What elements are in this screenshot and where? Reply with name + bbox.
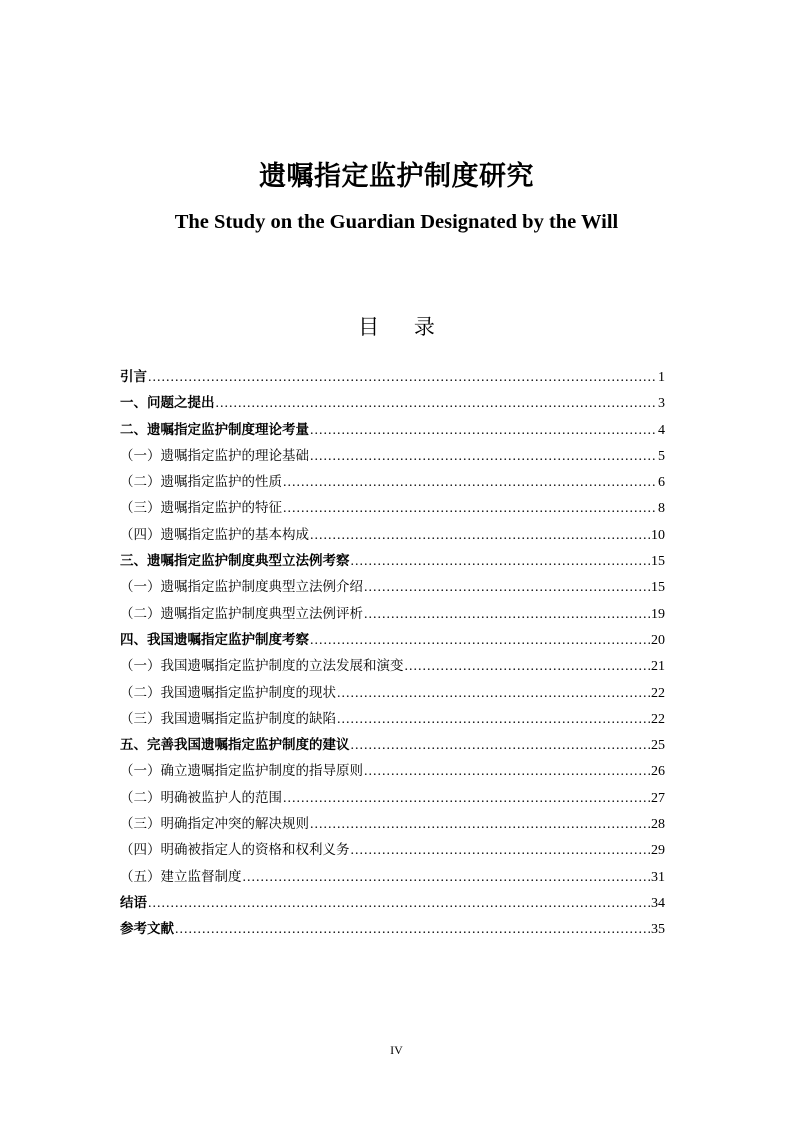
page-number: IV (390, 1043, 403, 1057)
toc-entry-page: 29 (651, 843, 665, 859)
toc-entry[interactable] (120, 760, 665, 786)
toc-dot-leader (175, 919, 650, 941)
toc-entry-page: 35 (651, 922, 665, 938)
toc-dot-leader (283, 472, 657, 494)
table-of-contents (120, 366, 665, 945)
toc-entry[interactable] (120, 918, 665, 944)
toc-dot-leader (364, 577, 650, 599)
toc-entry-label: （二）遗嘱指定监护制度典型立法例评析 (120, 605, 363, 622)
toc-entry-label: （二）明确被监护人的范围 (120, 789, 282, 806)
toc-entry-page: 15 (651, 554, 665, 570)
toc-entry[interactable] (120, 419, 665, 445)
toc-entry-label: （一）遗嘱指定监护的理论基础 (120, 447, 309, 464)
toc-entry[interactable] (120, 603, 665, 629)
toc-entry[interactable] (120, 813, 665, 839)
toc-dot-leader (337, 683, 650, 705)
toc-entry-label: （四）明确被指定人的资格和权利义务 (120, 842, 350, 859)
toc-entry-page: 10 (651, 527, 665, 543)
toc-entry-label: 参考文献 (120, 921, 174, 938)
toc-entry-page: 22 (651, 711, 665, 727)
toc-entry-label: （四）遗嘱指定监护的基本构成 (120, 526, 309, 543)
toc-entry[interactable] (120, 708, 665, 734)
toc-entry-label: （三）明确指定冲突的解决规则 (120, 816, 309, 833)
toc-entry-label: （一）遗嘱指定监护制度典型立法例介绍 (120, 579, 363, 596)
toc-entry[interactable] (120, 471, 665, 497)
toc-dot-leader (216, 393, 658, 415)
toc-dot-leader (351, 551, 651, 573)
toc-dot-leader (364, 604, 650, 626)
toc-entry-label: 一、问题之提出 (120, 395, 215, 412)
toc-entry-page: 25 (651, 738, 665, 754)
toc-entry[interactable] (120, 550, 665, 576)
toc-dot-leader (310, 630, 650, 652)
toc-dot-leader (310, 525, 650, 547)
toc-entry[interactable] (120, 866, 665, 892)
toc-entry-page: 3 (658, 396, 665, 412)
toc-dot-leader (243, 867, 651, 889)
toc-dot-leader (337, 709, 650, 731)
toc-entry-label: （一）确立遗嘱指定监护制度的指导原则 (120, 763, 363, 780)
toc-dot-leader (405, 656, 651, 678)
toc-entry-page: 15 (651, 580, 665, 596)
toc-entry-label: （一）我国遗嘱指定监护制度的立法发展和演变 (120, 658, 404, 675)
document-title: 遗嘱指定监护制度研究 (259, 161, 534, 193)
toc-entry-page: 22 (651, 685, 665, 701)
toc-dot-leader (310, 446, 657, 468)
toc-entry-page: 8 (658, 501, 665, 517)
toc-entry[interactable] (120, 655, 665, 681)
toc-entry[interactable] (120, 524, 665, 550)
toc-entry[interactable] (120, 366, 665, 392)
toc-dot-leader (351, 735, 651, 757)
toc-dot-leader (310, 420, 657, 442)
toc-heading: 目 录 (358, 315, 449, 339)
toc-entry-page: 31 (651, 869, 665, 885)
toc-entry-page: 6 (658, 475, 665, 491)
document-subtitle-english: The Study on the Guardian Designated by the Will (174, 211, 619, 233)
toc-entry-label: 三、遗嘱指定监护制度典型立法例考察 (120, 553, 350, 570)
toc-entry-label: 引言 (120, 369, 147, 385)
toc-dot-leader (283, 498, 657, 520)
toc-dot-leader (364, 761, 650, 783)
toc-dot-leader (351, 840, 651, 862)
toc-entry-label: （二）我国遗嘱指定监护制度的现状 (120, 684, 336, 701)
toc-entry[interactable] (120, 839, 665, 865)
toc-entry-page: 5 (658, 448, 665, 464)
toc-entry-label: （二）遗嘱指定监护的性质 (120, 474, 282, 491)
toc-entry-page: 4 (658, 422, 665, 438)
toc-entry[interactable] (120, 787, 665, 813)
toc-entry-label: 五、完善我国遗嘱指定监护制度的建议 (120, 737, 350, 754)
toc-entry[interactable] (120, 734, 665, 760)
toc-entry-page: 28 (651, 817, 665, 833)
toc-entry-page: 27 (651, 790, 665, 806)
toc-entry-page: 20 (651, 632, 665, 648)
toc-entry[interactable] (120, 892, 665, 918)
toc-entry-page: 26 (651, 764, 665, 780)
toc-entry[interactable] (120, 576, 665, 602)
toc-entry-page: 1 (658, 370, 665, 385)
toc-entry-page: 21 (651, 659, 665, 675)
toc-dot-leader (310, 814, 650, 836)
toc-entry-label: 二、遗嘱指定监护制度理论考量 (120, 421, 309, 438)
toc-dot-leader (148, 367, 657, 389)
toc-entry-page: 34 (651, 895, 665, 911)
toc-dot-leader (283, 788, 650, 810)
toc-dot-leader (148, 893, 650, 915)
toc-entry[interactable] (120, 497, 665, 523)
toc-entry-label: （五）建立监督制度 (120, 868, 242, 885)
toc-entry[interactable] (120, 682, 665, 708)
toc-entry-label: 结语 (120, 894, 147, 911)
toc-entry[interactable] (120, 392, 665, 418)
toc-entry-page: 19 (651, 606, 665, 622)
toc-entry-label: （三）我国遗嘱指定监护制度的缺陷 (120, 710, 336, 727)
toc-entry-label: （三）遗嘱指定监护的特征 (120, 500, 282, 517)
toc-entry-label: 四、我国遗嘱指定监护制度考察 (120, 631, 309, 648)
toc-entry[interactable] (120, 629, 665, 655)
toc-entry[interactable] (120, 445, 665, 471)
